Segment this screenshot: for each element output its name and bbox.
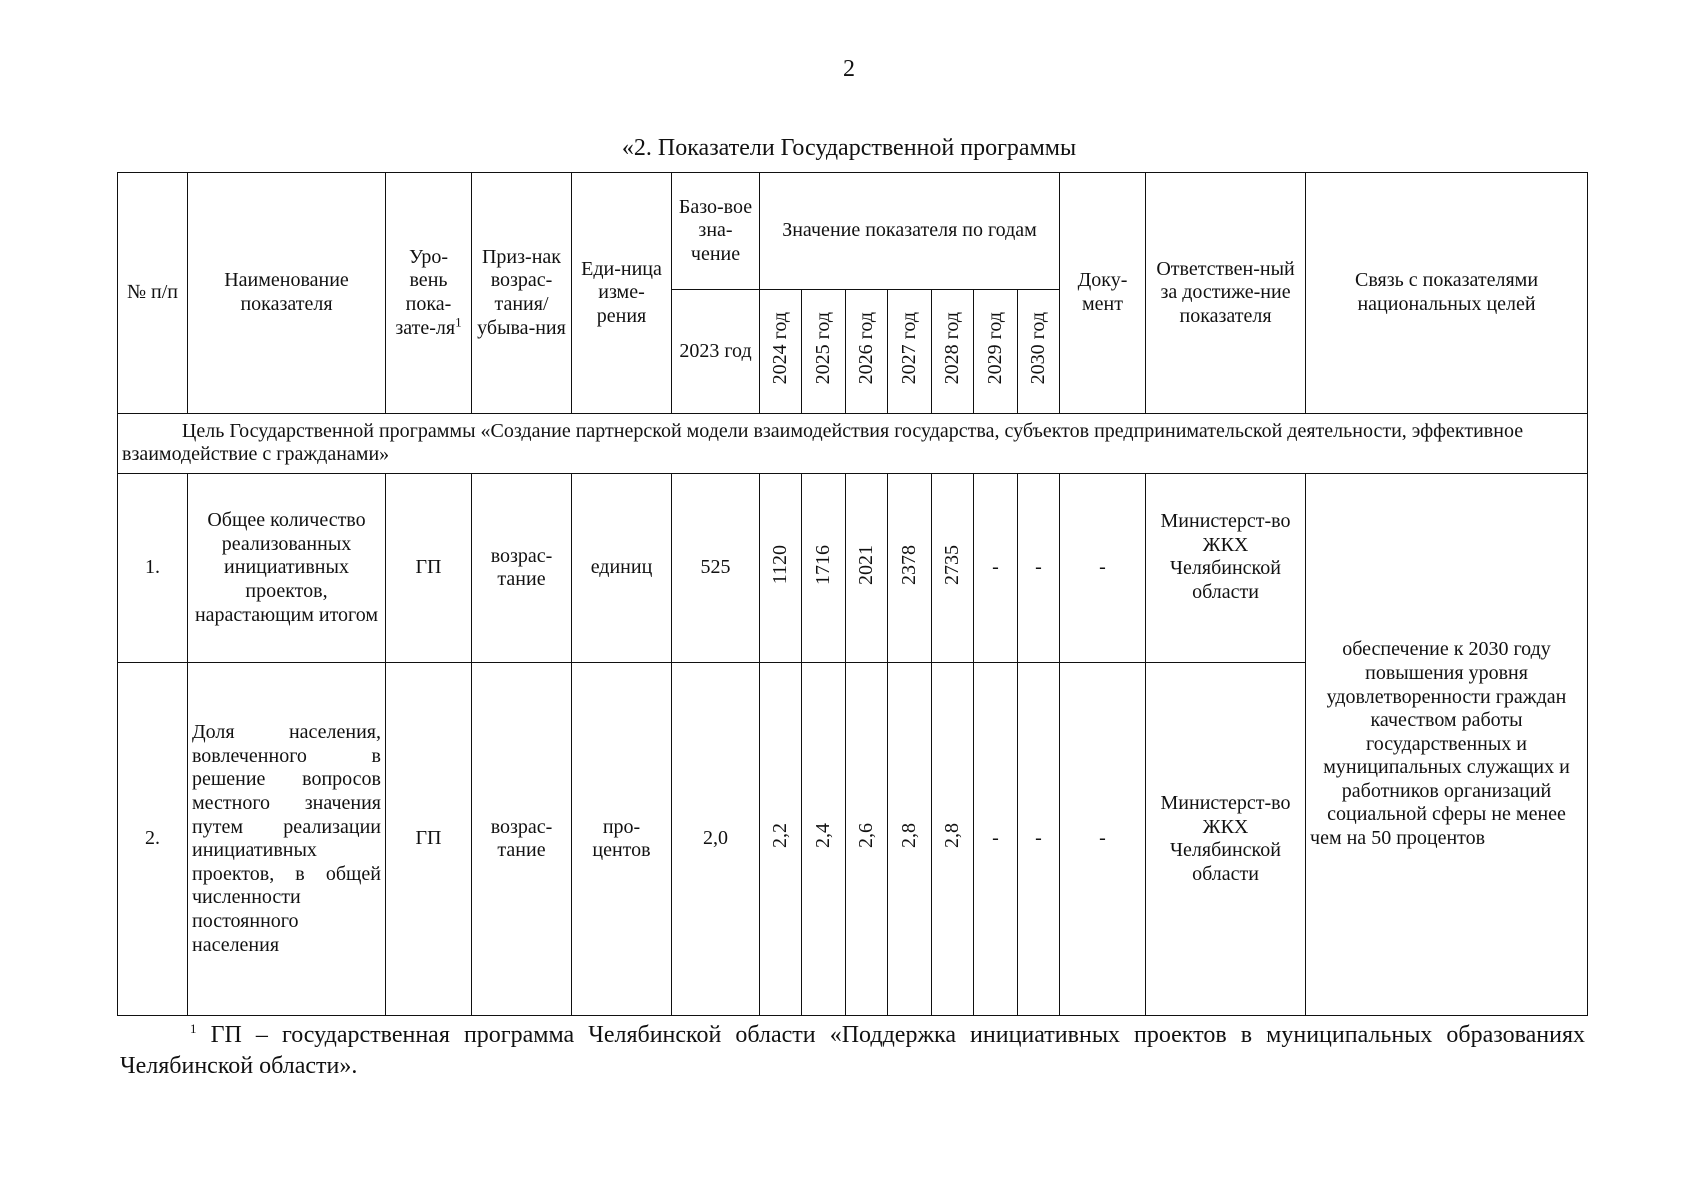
header-base-year: 2023 год <box>672 289 760 413</box>
year-label: 2029 год <box>983 311 1006 385</box>
header-name: Наименование показателя <box>188 173 386 414</box>
year-label: 2030 год <box>1026 311 1049 385</box>
row-num: 2. <box>118 663 188 1016</box>
header-year-2029 <box>974 289 1018 413</box>
value-2026 <box>846 663 888 1016</box>
header-row-1 <box>118 173 1588 290</box>
indicator-level: ГП <box>386 473 472 662</box>
header-num: № п/п <box>118 173 188 414</box>
header-level <box>386 173 472 414</box>
value-2024 <box>760 473 802 662</box>
value-2029: - <box>974 473 1018 662</box>
value-text: 2378 <box>897 544 920 585</box>
footnote-text: ГП – государственная программа Челябинской области «Поддержка инициативных проектов в муниципальных образованиях Челябинской области». <box>120 1022 1585 1080</box>
header-years-group: Значение показателя по годам <box>760 173 1060 290</box>
value-text: 2,2 <box>768 823 791 849</box>
value-2028 <box>932 473 974 662</box>
program-goal: Цель Государственной программы «Создание партнерской модели взаимодействия государства, субъектов предпринимательской деятельности, эффективное взаимодействие с гражданами» <box>118 413 1588 473</box>
indicator-base: 525 <box>672 473 760 662</box>
footnote-ref: 1 <box>455 313 462 329</box>
indicator-document: - <box>1060 663 1146 1016</box>
page-number: 2 <box>843 56 855 82</box>
year-label: 2027 год <box>897 311 920 385</box>
value-2029: - <box>974 663 1018 1016</box>
indicator-responsible: Министерст-во ЖКХ Челябинской области <box>1146 473 1306 662</box>
table-row <box>118 473 1588 662</box>
year-label: 2025 год <box>811 311 834 385</box>
value-text: 1716 <box>811 544 834 585</box>
header-year-2027 <box>888 289 932 413</box>
header-year-2024 <box>760 289 802 413</box>
header-link: Связь с показателями национальных целей <box>1306 173 1588 414</box>
year-label: 2024 год <box>768 311 791 385</box>
header-sign: Приз-нак возрас-тания/ убыва-ния <box>472 173 572 414</box>
header-year-2028 <box>932 289 974 413</box>
goal-row <box>118 413 1588 473</box>
value-text: 2021 <box>854 544 877 585</box>
indicator-unit: про-центов <box>572 663 672 1016</box>
header-level-text: Уро-вень пока-зате-ля <box>395 245 456 339</box>
indicator-document: - <box>1060 473 1146 662</box>
header-responsible: Ответствен-ный за достиже-ние показателя <box>1146 173 1306 414</box>
header-year-2026 <box>846 289 888 413</box>
indicator-unit: единиц <box>572 473 672 662</box>
header-year-2025 <box>802 289 846 413</box>
header-unit: Еди-ница изме-рения <box>572 173 672 414</box>
value-2027 <box>888 473 932 662</box>
footnote-mark: 1 <box>190 1021 197 1036</box>
value-text: 2,6 <box>854 823 877 849</box>
value-2030: - <box>1018 473 1060 662</box>
indicator-level: ГП <box>386 663 472 1016</box>
year-label: 2026 год <box>854 311 877 385</box>
value-2025 <box>802 473 846 662</box>
year-label: 2028 год <box>940 311 963 385</box>
header-year-2030 <box>1018 289 1060 413</box>
value-2024 <box>760 663 802 1016</box>
section-title: «2. Показатели Государственной программы <box>621 135 1077 161</box>
indicator-sign: возрас-тание <box>472 663 572 1016</box>
indicator-base: 2,0 <box>672 663 760 1016</box>
header-base: Базо-вое зна-чение <box>672 173 760 290</box>
row-num: 1. <box>118 473 188 662</box>
value-2026 <box>846 473 888 662</box>
national-goals-link: обеспечение к 2030 году повышения уровня удовлетворенности граждан качеством работы государственных и муниципальных служащих и работников организаций социальной сферы не менее чем на 50 процентов <box>1306 473 1588 1015</box>
value-text: 1120 <box>768 545 791 585</box>
value-text: 2,8 <box>897 823 920 849</box>
indicators-table <box>117 172 1588 1016</box>
value-text: 2735 <box>940 544 963 585</box>
indicator-name: Доля населения, вовлеченного в решение вопросов местного значения путем реализации инициативных проектов, в общей численности постоянного населения <box>188 663 386 1016</box>
value-2025 <box>802 663 846 1016</box>
indicator-responsible: Министерст-во ЖКХ Челябинской области <box>1146 663 1306 1016</box>
value-text: 2,4 <box>811 823 834 849</box>
header-document: Доку-мент <box>1060 173 1146 414</box>
footnote <box>120 1020 1585 1082</box>
indicator-sign: возрас-тание <box>472 473 572 662</box>
value-2027 <box>888 663 932 1016</box>
value-2028 <box>932 663 974 1016</box>
indicator-name: Общее количество реализованных инициативных проектов, нарастающим итогом <box>188 473 386 662</box>
value-2030: - <box>1018 663 1060 1016</box>
value-text: 2,8 <box>940 823 963 849</box>
